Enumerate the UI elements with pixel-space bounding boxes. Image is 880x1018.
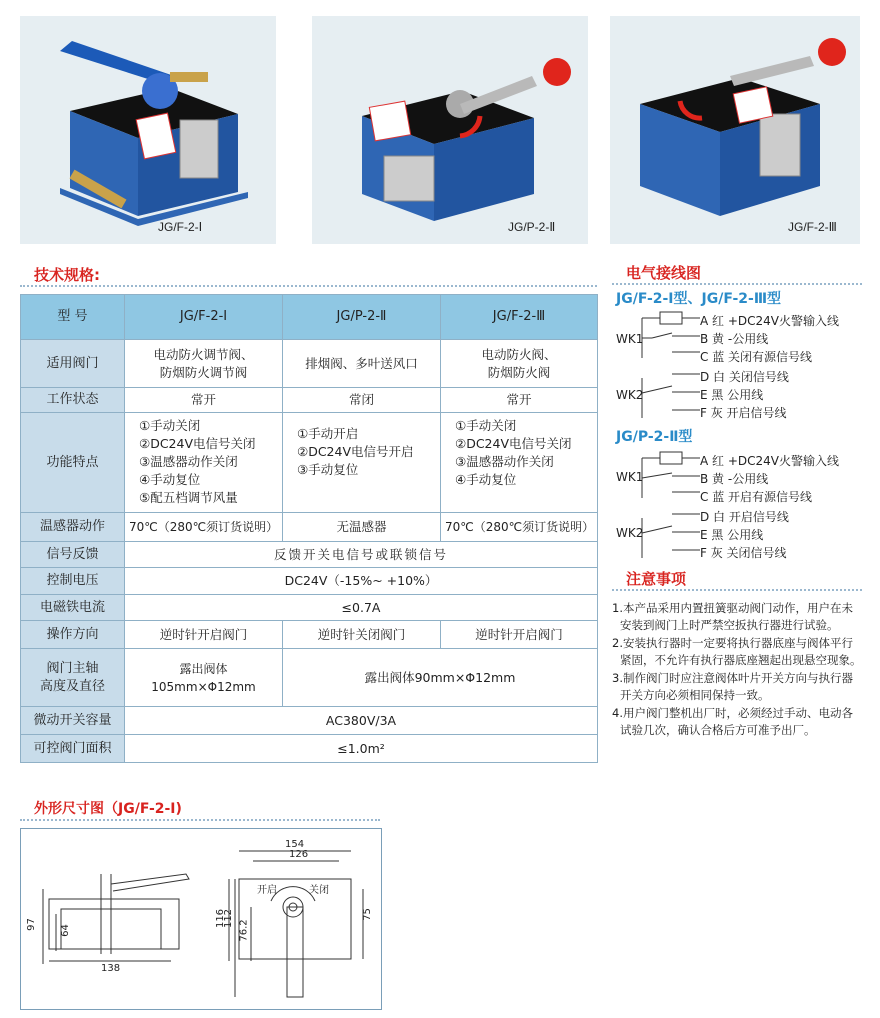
- header-cell: JG/F-2-Ⅰ: [125, 295, 283, 340]
- table-cell: 排烟阀、多叶送风口: [283, 340, 441, 388]
- wire-line: C 蓝 关闭有源信号线: [700, 350, 813, 364]
- divider: [20, 284, 597, 287]
- table-cell: 无温感器: [283, 513, 441, 542]
- wire-line: E 黑 公用线: [700, 528, 764, 542]
- wire-line: A 红 +DC24V火警输入线: [700, 314, 839, 328]
- feature-item: ②DC24V电信号关闭: [139, 436, 256, 451]
- dim-97: 97: [25, 918, 37, 931]
- feature-item: ④手动复位: [455, 472, 517, 487]
- table-row: [21, 340, 598, 388]
- dim-138: 138: [101, 963, 121, 974]
- feature-item: ②DC24V电信号开启: [297, 444, 414, 459]
- table-cell: 常开: [441, 388, 598, 413]
- feature-item: ①手动关闭: [139, 418, 201, 433]
- row-label: 阀门主轴 高度及直径: [21, 649, 125, 707]
- table-row: [21, 735, 598, 763]
- table-row: [21, 621, 598, 649]
- wiring-heading: JG/F-2-Ⅰ型、JG/F-2-Ⅲ型: [616, 291, 782, 307]
- notes-title: 注意事项: [626, 570, 687, 588]
- row-label: 功能特点: [21, 413, 125, 513]
- row-label: 控制电压: [21, 568, 125, 595]
- row-label: 电磁铁电流: [21, 595, 125, 621]
- wiring-title: 电气接线图: [626, 264, 702, 282]
- table-row: [21, 388, 598, 413]
- table-row: [21, 513, 598, 542]
- product-photo-3: [610, 16, 860, 244]
- table-cell: 70℃（280℃须订货说明）: [441, 513, 598, 542]
- close-label: 关闭: [309, 885, 329, 896]
- header-cell: 型 号: [21, 295, 125, 340]
- wire-line: B 黄 -公用线: [700, 472, 769, 486]
- row-label: 工作状态: [21, 388, 125, 413]
- row-label: 可控阀门面积: [21, 735, 125, 763]
- row-label: 温感器动作: [21, 513, 125, 542]
- wire-line: A 红 +DC24V火警输入线: [700, 454, 839, 468]
- notes-list: [612, 600, 862, 740]
- wire-line: B 黄 -公用线: [700, 332, 769, 346]
- wk1-label: WK1: [616, 470, 644, 484]
- table-cell: 露出阀体90mm×Φ12mm: [283, 649, 598, 707]
- table-cell: ≤1.0m²: [125, 735, 598, 763]
- drawing-title: 外形尺寸图（JG/F-2-Ⅰ): [34, 801, 182, 817]
- product-photo-1: [20, 16, 276, 244]
- wiring-schematic: [612, 448, 702, 560]
- row-label: 微动开关容量: [21, 707, 125, 735]
- row-label: 适用阀门: [21, 340, 125, 388]
- wire-line: F 灰 开启信号线: [700, 406, 787, 420]
- wiring-group-2: [612, 428, 872, 560]
- product-caption-3: JG/F-2-Ⅲ: [788, 220, 837, 234]
- dim-76: 76.2: [238, 919, 250, 942]
- feature-item: ②DC24V电信号关闭: [455, 436, 572, 451]
- table-row: [21, 568, 598, 595]
- row-label: 操作方向: [21, 621, 125, 649]
- spec-title: 技术规格:: [34, 266, 100, 284]
- table-header-row: [21, 295, 598, 340]
- wk2-label: WK2: [616, 526, 644, 540]
- dimension-drawing: [20, 828, 382, 1010]
- feature-item: ③温感器动作关闭: [455, 454, 554, 469]
- feature-item: ④手动复位: [139, 472, 201, 487]
- header-cell: JG/F-2-Ⅲ: [441, 295, 598, 340]
- feature-list-2: [283, 413, 441, 513]
- table-cell: ≤0.7A: [125, 595, 598, 621]
- dim-154: 154: [285, 839, 305, 850]
- table-cell: AC380V/3A: [125, 707, 598, 735]
- dim-126: 126: [289, 849, 309, 860]
- feature-list-1: [125, 413, 283, 513]
- divider: [612, 282, 862, 285]
- table-cell: 逆时针关闭阀门: [283, 621, 441, 649]
- actuator-illustration: [20, 16, 276, 244]
- table-cell: 逆时针开启阀门: [441, 621, 598, 649]
- table-cell: 反馈开关电信号或联锁信号: [125, 542, 598, 568]
- feature-list-3: [441, 413, 598, 513]
- spec-table: [20, 294, 598, 763]
- table-cell: 电动防火调节阀、 防烟防火调节阀: [125, 340, 283, 388]
- feature-item: ①手动关闭: [455, 418, 517, 433]
- divider: [612, 588, 862, 591]
- table-row: [21, 595, 598, 621]
- note-item: 4.用户阀门整机出厂时，必须经过手动、电动各试验几次，确认合格后方可准予出厂。: [612, 706, 853, 737]
- dim-64: 64: [59, 924, 71, 937]
- table-cell: 露出阀体105mm×Φ12mm: [125, 649, 283, 707]
- feature-item: ③手动复位: [297, 462, 359, 477]
- table-cell: 常开: [125, 388, 283, 413]
- wiring-heading: JG/P-2-Ⅱ型: [616, 429, 693, 445]
- wiring-group-1: [612, 290, 872, 420]
- product-photo-2: [312, 16, 588, 244]
- open-label: 开启: [257, 885, 277, 896]
- product-caption-1: JG/F-2-Ⅰ: [158, 220, 203, 234]
- table-cell: 逆时针开启阀门: [125, 621, 283, 649]
- product-caption-2: JG/P-2-Ⅱ: [508, 220, 556, 234]
- row-label: 信号反馈: [21, 542, 125, 568]
- note-item: 1.本产品采用内置扭簧驱动阀门动作，用户在未安装到阀门上时严禁空扳执行器进行试验。: [612, 601, 853, 632]
- actuator-illustration: [312, 16, 588, 244]
- header-cell: JG/P-2-Ⅱ: [283, 295, 441, 340]
- wire-line: E 黑 公用线: [700, 388, 764, 402]
- table-cell: 常闭: [283, 388, 441, 413]
- table-row: [21, 413, 598, 513]
- feature-item: ③温感器动作关闭: [139, 454, 238, 469]
- wire-line: F 灰 关闭信号线: [700, 546, 787, 560]
- feature-item: ①手动开启: [297, 426, 359, 441]
- actuator-illustration: [610, 16, 860, 244]
- divider: [20, 818, 380, 821]
- dim-116: 116: [215, 908, 227, 929]
- wk1-label: WK1: [616, 332, 644, 346]
- table-cell: DC24V（-15%~ +10%）: [125, 568, 598, 595]
- note-item: 3.制作阀门时应注意阀体叶片开关方向与执行器开关方向必须相同保持一致。: [612, 671, 853, 702]
- table-row: [21, 542, 598, 568]
- table-row: [21, 707, 598, 735]
- table-cell: 电动防火阀、 防烟防火阀: [441, 340, 598, 388]
- wire-line: D 白 关闭信号线: [700, 370, 789, 384]
- wire-line: D 白 开启信号线: [700, 510, 789, 524]
- drawing-lines: [21, 829, 381, 1009]
- wire-line: C 蓝 开启有源信号线: [700, 490, 813, 504]
- wk2-label: WK2: [616, 388, 644, 402]
- table-cell: 70℃（280℃须订货说明）: [125, 513, 283, 542]
- note-item: 2.安装执行器时一定要将执行器底座与阀体平行紧固，不允许有执行器底座翘起出现悬空现象。: [612, 636, 862, 667]
- dim-75: 75: [361, 908, 373, 921]
- feature-item: ⑤配五档调节风量: [139, 490, 238, 505]
- dim-112: 112: [223, 908, 235, 929]
- table-row: [21, 649, 598, 707]
